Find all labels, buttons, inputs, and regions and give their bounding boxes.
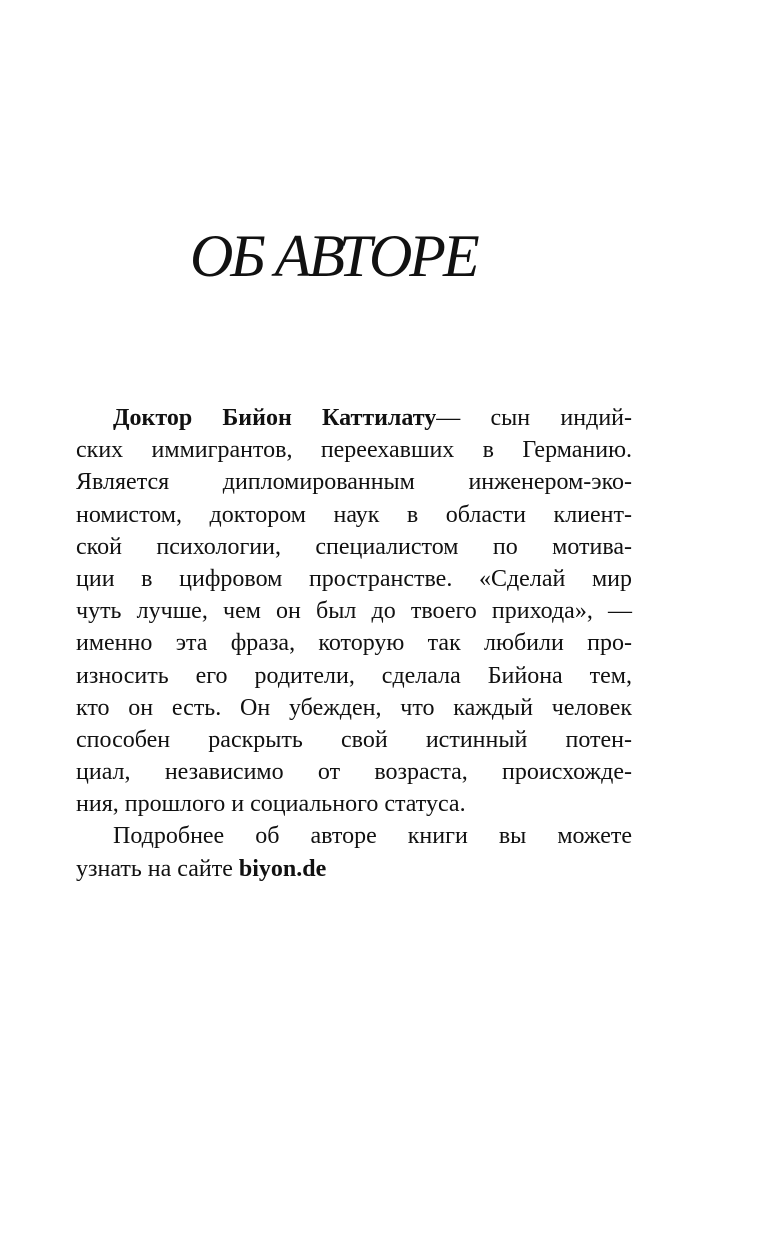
bio-line: именно эта фраза, которую так любили про-: [76, 630, 632, 657]
website-link: biyon.de: [238, 855, 327, 882]
bio-line-text: — сын индий-: [436, 405, 632, 431]
bio-line: ской психологии, специалистом по мотива-: [76, 533, 632, 560]
bio-line: [76, 402, 632, 434]
bio-line: чуть лучше, чем он был до твоего прихода», —: [76, 598, 632, 625]
bio-line: кто он есть. Он убежден, что каждый человек: [76, 694, 632, 721]
author-name: Доктор Бийон Каттилату: [113, 405, 437, 431]
bio-line: ния, прошлого и социального статуса.: [76, 791, 466, 818]
more-info-text: узнать на сайте: [76, 855, 239, 882]
author-bio: [76, 402, 632, 885]
bio-line: способен раскрыть свой истинный потен-: [76, 726, 632, 753]
bio-line: ских иммигрантов, переехавших в Германию.: [76, 437, 632, 464]
bio-line: износить его родители, сделала Бийона тем,: [76, 662, 632, 689]
page-title: ОБ АВТОРЕ: [190, 223, 477, 289]
bio-line: Является дипломированным инженером-эко-: [76, 469, 632, 496]
bio-line: циал, независимо от возраста, происхожде-: [76, 759, 632, 786]
bio-line: номистом, доктором наук в области клиент-: [76, 501, 632, 528]
more-info-line: [76, 853, 632, 885]
more-info-line: Подробнее об авторе книги вы можете: [113, 823, 632, 850]
bio-line: ции в цифровом пространстве. «Сделай мир: [76, 565, 632, 592]
